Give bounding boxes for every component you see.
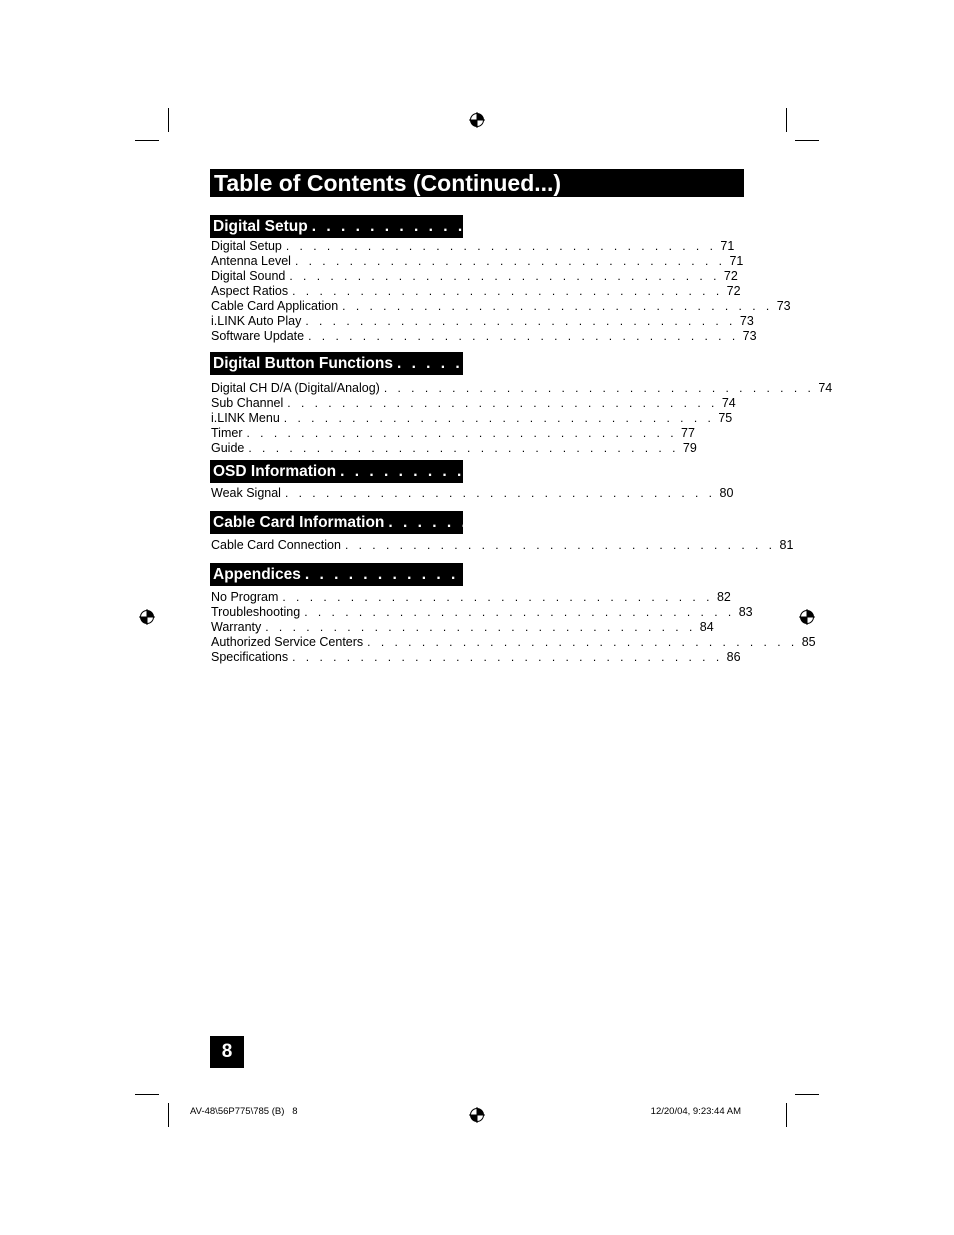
toc-entry-page: 72 (726, 284, 741, 298)
toc-entry (211, 299, 791, 314)
dot-leader: . . . . . . . . . . . . . . . . . . . . . . . . . . . (304, 566, 693, 583)
dot-leader: . . . . . . . . . . . . . . . . . . . . . . . . . . . . . . . . (308, 329, 739, 343)
toc-entry-label: Sub Channel (211, 396, 284, 410)
toc-entry-label: i.LINK Auto Play (211, 314, 302, 328)
toc-entry-page: 86 (726, 650, 741, 664)
toc-entry (211, 486, 734, 501)
dot-leader: . . . . . . . . . . . . . . . . . . . . . . . . . . . . . . . . (342, 299, 773, 313)
section-heading-label: Digital Setup (213, 218, 308, 235)
toc-entry (211, 254, 744, 269)
toc-entry (211, 329, 757, 344)
dot-leader: . . . . . . . . . . . . . . . . . . . . . . . . . . . . . . . . (248, 441, 679, 455)
toc-entry-label: Aspect Ratios (211, 284, 289, 298)
toc-entry-page: 80 (719, 486, 734, 500)
toc-entry-page: 77 (681, 426, 695, 440)
page-title: Table of Contents (Continued...) (210, 169, 744, 197)
toc-entry-label: Warranty (211, 620, 262, 634)
dot-leader: . . . . . . . . . . . . . . . . . . . . . . . . . . . (311, 218, 699, 235)
section-heading-osd-information (210, 460, 749, 483)
dot-leader: . . . . . . . . . . . . . . . . . . . . . . . . . . . . . . . . (283, 411, 715, 425)
toc-entry (211, 620, 714, 635)
footer-file-info: AV-48\56P775\785 (B) 8 (190, 1106, 298, 1117)
dot-leader: . . . . . . . . . . . . . . . . . . . . . . . . . . . . . . . . (246, 426, 678, 440)
toc-entry-label: Antenna Level (211, 254, 291, 268)
dot-leader: . . . . . . . . . . . . . . . . . . . . . . . . . . . (388, 514, 776, 531)
toc-entry (211, 284, 741, 299)
toc-entry (211, 538, 794, 553)
dot-leader: . . . . . . . . . . . . . . . . . . . . . . . . . . . . . . . . (292, 284, 723, 298)
toc-entry-page: 73 (776, 299, 791, 313)
toc-entry-label: Weak Signal (211, 486, 281, 500)
footer-timestamp: 12/20/04, 9:23:44 AM (650, 1106, 741, 1117)
toc-entry (211, 381, 833, 396)
toc-entry (211, 411, 733, 426)
dot-leader: . . . . . . . . . . . . . . . . . . . . . . . . . . . . . . . . (285, 239, 717, 253)
section-heading-label: Digital Button Functions (213, 355, 393, 372)
page-number: 8 (210, 1036, 244, 1068)
toc-entry-page: 74 (721, 396, 736, 410)
section-heading-label: Cable Card Information (213, 514, 385, 531)
toc-entry-page: 82 (716, 590, 731, 604)
dot-leader: . . . . . . . . . . . . . . . . . . . . . . . . . . . . . . . . (304, 605, 735, 619)
toc-entry (211, 239, 735, 254)
toc-entry-page: 75 (718, 411, 733, 425)
section-heading-page: 74 (788, 355, 806, 372)
dot-leader: . . . . . . . . . . . . . . . . . . . . . . . . . . . . . . . . (292, 650, 723, 664)
toc-entry-label: Digital Sound (211, 269, 286, 283)
section-heading-appendices (210, 563, 714, 586)
toc-entry-label: i.LINK Menu (211, 411, 280, 425)
dot-leader: . . . . . . . . . . . . . . . . . . . . . . . . . . . . . . . . (289, 269, 720, 283)
crop-mark-icon (168, 1103, 169, 1127)
toc-entry-page: 73 (739, 314, 754, 328)
dot-leader: . . . . . . . . . . . . . . . . . . . . . . . . . . . . . . . . (367, 635, 798, 649)
toc-entry (211, 605, 753, 620)
dot-leader: . . . . . . . . . . . . . . . . . . . . . . . . . . . (396, 355, 785, 372)
toc-entry (211, 441, 697, 456)
dot-leader: . . . . . . . . . . . . . . . . . . . . . . . . . . . . . . . . (383, 381, 815, 395)
toc-entry-page: 84 (699, 620, 714, 634)
toc-entry (211, 635, 816, 650)
section-heading-digital-button-functions (210, 352, 806, 375)
dot-leader: . . . . . . . . . . . . . . . . . . . . . . . . . . . (340, 463, 728, 480)
dot-leader: . . . . . . . . . . . . . . . . . . . . . . . . . . . . . . . . (287, 396, 718, 410)
crop-mark-icon (135, 140, 159, 141)
toc-entry-label: Timer (211, 426, 243, 440)
crop-mark-icon (795, 1094, 819, 1095)
section-heading-page: 71 (702, 218, 721, 235)
toc-entry-page: 74 (818, 381, 833, 395)
toc-entry-page: 73 (742, 329, 757, 343)
crop-mark-icon (795, 140, 819, 141)
toc-entry-label: Specifications (211, 650, 289, 664)
dot-leader: . . . . . . . . . . . . . . . . . . . . . . . . . . . . . . . . (305, 314, 736, 328)
section-heading-cable-card-information (210, 511, 797, 534)
toc-entry-label: Guide (211, 441, 245, 455)
crop-mark-icon (786, 108, 787, 132)
toc-entry-label: Software Update (211, 329, 305, 343)
toc-entry-label: Digital Setup (211, 239, 282, 253)
toc-entry (211, 314, 754, 329)
dot-leader: . . . . . . . . . . . . . . . . . . . . . . . . . . . . . . . . (284, 486, 716, 500)
registration-mark-icon (469, 112, 485, 128)
section-heading-label: Appendices (213, 566, 301, 583)
crop-mark-icon (786, 1103, 787, 1127)
toc-entry-label: Cable Card Application (211, 299, 339, 313)
registration-mark-icon (139, 609, 155, 625)
toc-entry-label: Digital CH D/A (Digital/Analog) (211, 381, 380, 395)
toc-entry (211, 396, 736, 411)
section-heading-page: 82 (696, 566, 714, 583)
toc-entry (211, 426, 695, 441)
toc-entry-page: 72 (723, 269, 738, 283)
toc-entry-page: 79 (682, 441, 697, 455)
dot-leader: . . . . . . . . . . . . . . . . . . . . . . . . . . . . . . . . (282, 590, 713, 604)
crop-mark-icon (168, 108, 169, 132)
toc-entry-page: 71 (729, 254, 744, 268)
toc-entry (211, 590, 731, 605)
section-heading-label: OSD Information (213, 463, 337, 480)
registration-mark-icon (799, 609, 815, 625)
toc-entry-label: Cable Card Connection (211, 538, 341, 552)
section-heading-page: 81 (779, 514, 797, 531)
dot-leader: . . . . . . . . . . . . . . . . . . . . . . . . . . . . . . . . (294, 254, 726, 268)
section-heading-page: 80 (731, 463, 749, 480)
toc-entry-page: 85 (801, 635, 816, 649)
section-heading-digital-setup (210, 215, 721, 238)
crop-mark-icon (135, 1094, 159, 1095)
toc-entry (211, 269, 738, 284)
dot-leader: . . . . . . . . . . . . . . . . . . . . . . . . . . . . . . . . (265, 620, 696, 634)
toc-entry-page: 81 (779, 538, 794, 552)
toc-entry-page: 83 (738, 605, 753, 619)
toc-entry-label: Troubleshooting (211, 605, 301, 619)
toc-entry (211, 650, 741, 665)
toc-entry-label: Authorized Service Centers (211, 635, 364, 649)
toc-entry-label: No Program (211, 590, 279, 604)
dot-leader: . . . . . . . . . . . . . . . . . . . . . . . . . . . . . . . . (344, 538, 776, 552)
toc-entry-page: 71 (720, 239, 735, 253)
registration-mark-icon (469, 1107, 485, 1123)
